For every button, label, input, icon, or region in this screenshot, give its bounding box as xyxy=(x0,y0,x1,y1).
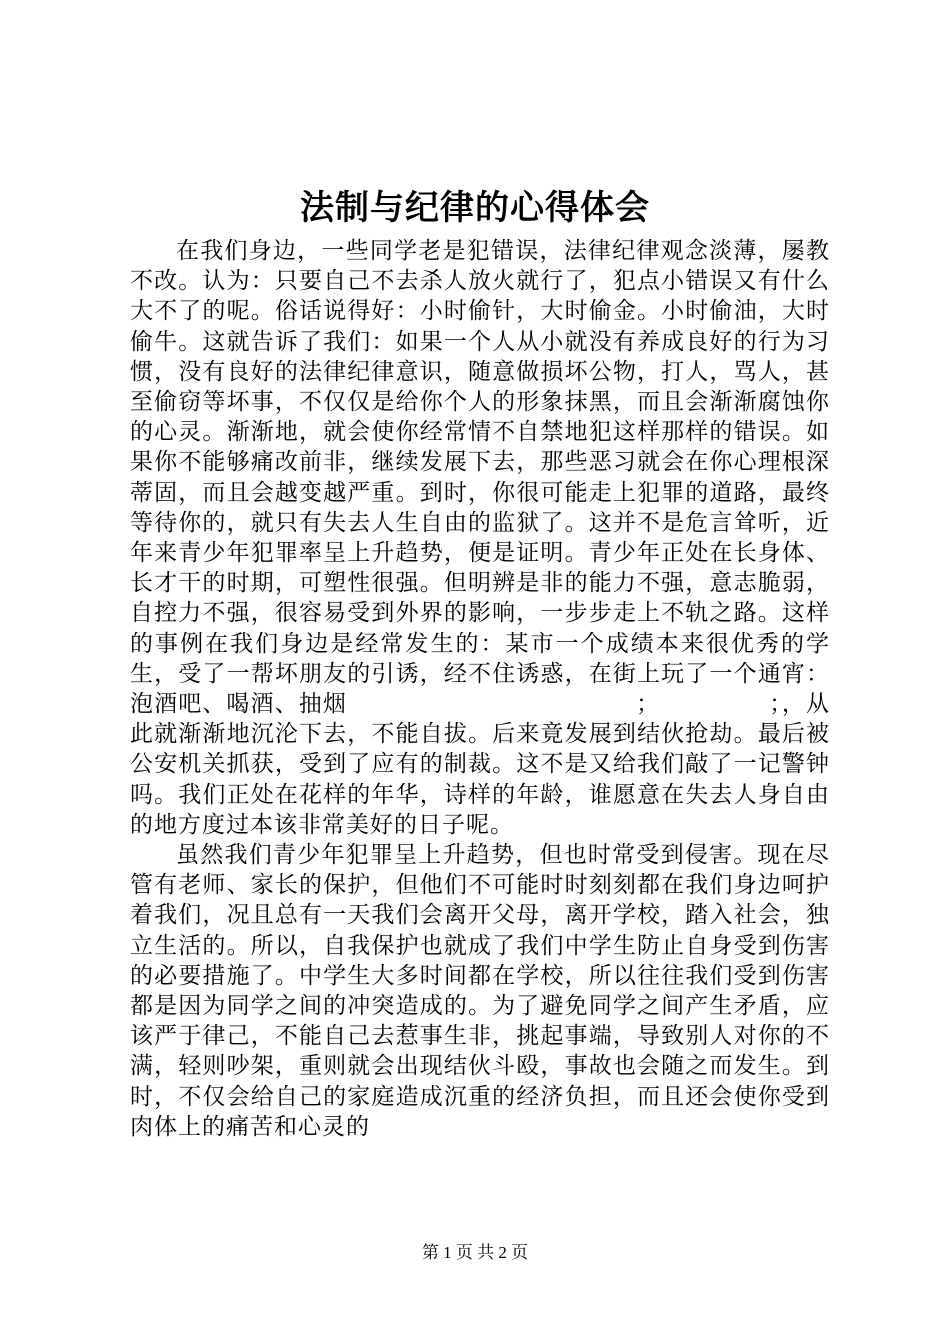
page-footer: 第 1 页 共 2 页 xyxy=(421,1243,529,1262)
document-title: 法制与纪律的心得体会 xyxy=(300,188,650,228)
document-body xyxy=(130,236,830,1142)
paragraph-2: 虽然我们青少年犯罪呈上升趋势，但也时常受到侵害。现在尽管有老师、家长的保护，但他们不可能时时刻刻都在我们身边呵护着我们，况且总有一天我们会离开父母，离开学校，踏入社会，独立生活的。所以，自我保护也就成了我们中学生防止自身受到伤害的必要措施了。中学生大多时间都在学校，所以往往我们受到伤害都是因为同学之间的冲突造成的。为了避免同学之间产生矛盾，应该严于律己，不能自己去惹事生非，挑起事端，导致别人对你的不满，轻则吵架，重则就会出现结伙斗殴，事故也会随之而发生。到时，不仅会给自己的家庭造成沉重的经济负担，而且还会使你受到肉体上的痛苦和心灵的 xyxy=(130,842,830,1140)
paragraph-1: 在我们身边，一些同学老是犯错误，法律纪律观念淡薄，屡教不改。认为：只要自己不去杀人放火就行了，犯点小错误又有什么大不了的呢。俗话说得好：小时偷针，大时偷金。小时偷油，大时偷牛。这就告诉了我们：如果一个人从小就没有养成良好的行为习惯，没有良好的法律纪律意识，随意做损坏公物，打人，骂人，甚至偷窃等坏事，不仅仅是给你个人的形象抹黑，而且会渐渐腐蚀你的心灵。渐渐地，就会使你经常情不自禁地犯这样那样的错误。如果你不能够痛改前非，继续发展下去，那些恶习就会在你心理根深蒂固，而且会越变越严重。到时，你很可能走上犯罪的道路，最终等待你的，就只有失去人生自由的监狱了。这并不是危言耸听，近年来青少年犯罪率呈上升趋势，便是证明。青少年正处在长身体、长才干的时期，可塑性很强。但明辨是非的能力不强，意志脆弱，自控力不强，很容易受到外界的影响，一步步走上不轨之路。这样的事例在我们身边是经常发生的：某市一个成绩本来很优秀的学生，受了一帮坏朋友的引诱，经不住诱惑，在街上玩了一个通宵：泡酒吧、喝酒、抽烟 ； ；，从此就渐渐地沉沦下去，不能自拔。后来竟发展到结伙抢劫。最后被公安机关抓获，受到了应有的制裁。这不是又给我们敲了一记警钟吗。我们正处在花样的年华，诗样的年龄，谁愿意在失去人身自由的地方度过本该非常美好的日子呢。 xyxy=(130,238,830,838)
